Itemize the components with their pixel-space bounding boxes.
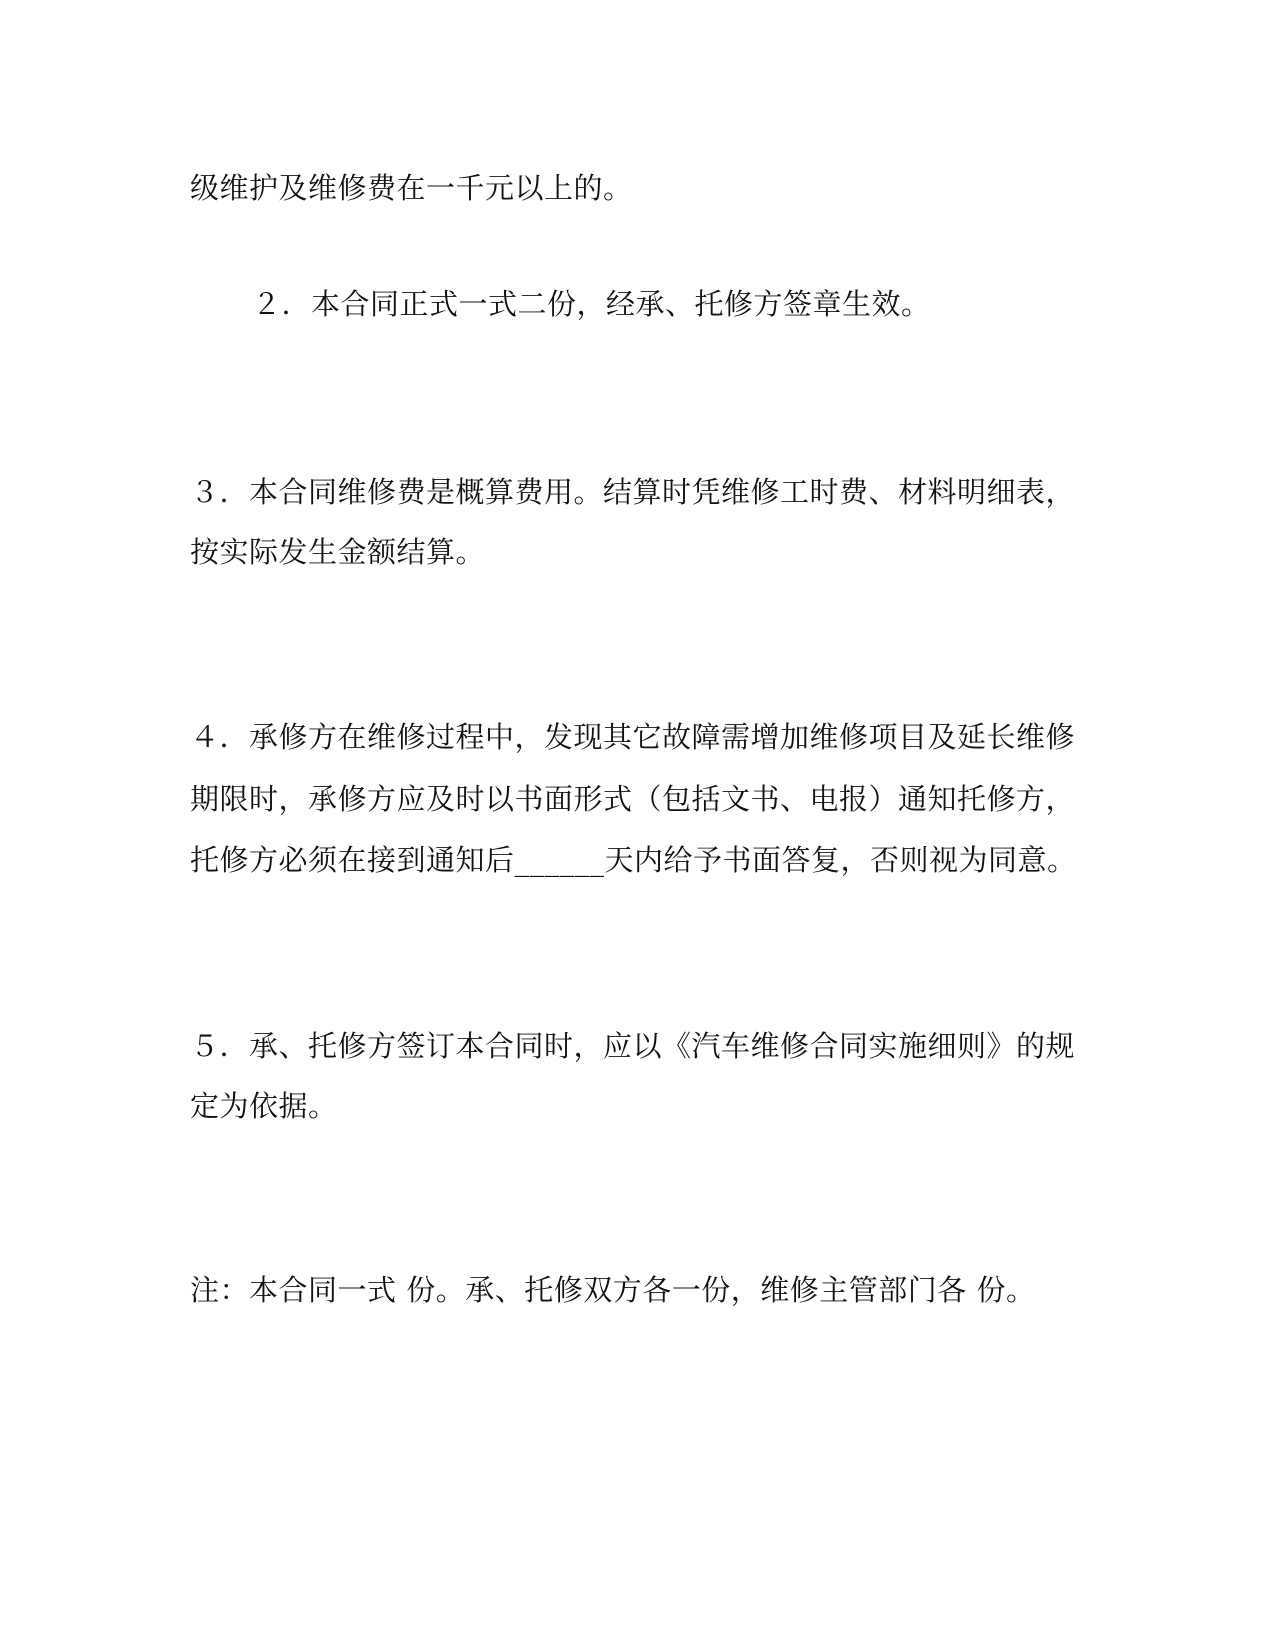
clause-2-line-1: ２．本合同正式一式二份，经承、托修方签章生效。 [252,287,931,321]
clause-5-line-1: ５．承、托修方签订本合同时，应以《汽车维修合同实施细则》的规 [190,1029,1076,1063]
clause-3-line-2: 按实际发生金额结算。 [190,535,486,569]
clause-5-line-2: 定为依据。 [190,1089,338,1123]
note-line: 注：本合同一式 份。承、托修双方各一份，维修主管部门各 份。 [190,1273,1036,1307]
clause-4-line-2: 期限时，承修方应及时以书面形式（包括文书、电报）通知托修方， [190,782,1076,816]
clause-4-line-1: ４．承修方在维修过程中，发现其它故障需增加维修项目及延长维修 [190,720,1076,754]
clause-4-line-3: 托修方必须在接到通知后______天内给予书面答复，否则视为同意。 [190,843,1077,877]
clause-3-line-1: ３．本合同维修费是概算费用。结算时凭维修工时费、材料明细表， [190,475,1076,509]
paragraph-1-line-1: 级维护及维修费在一千元以上的。 [190,171,633,205]
